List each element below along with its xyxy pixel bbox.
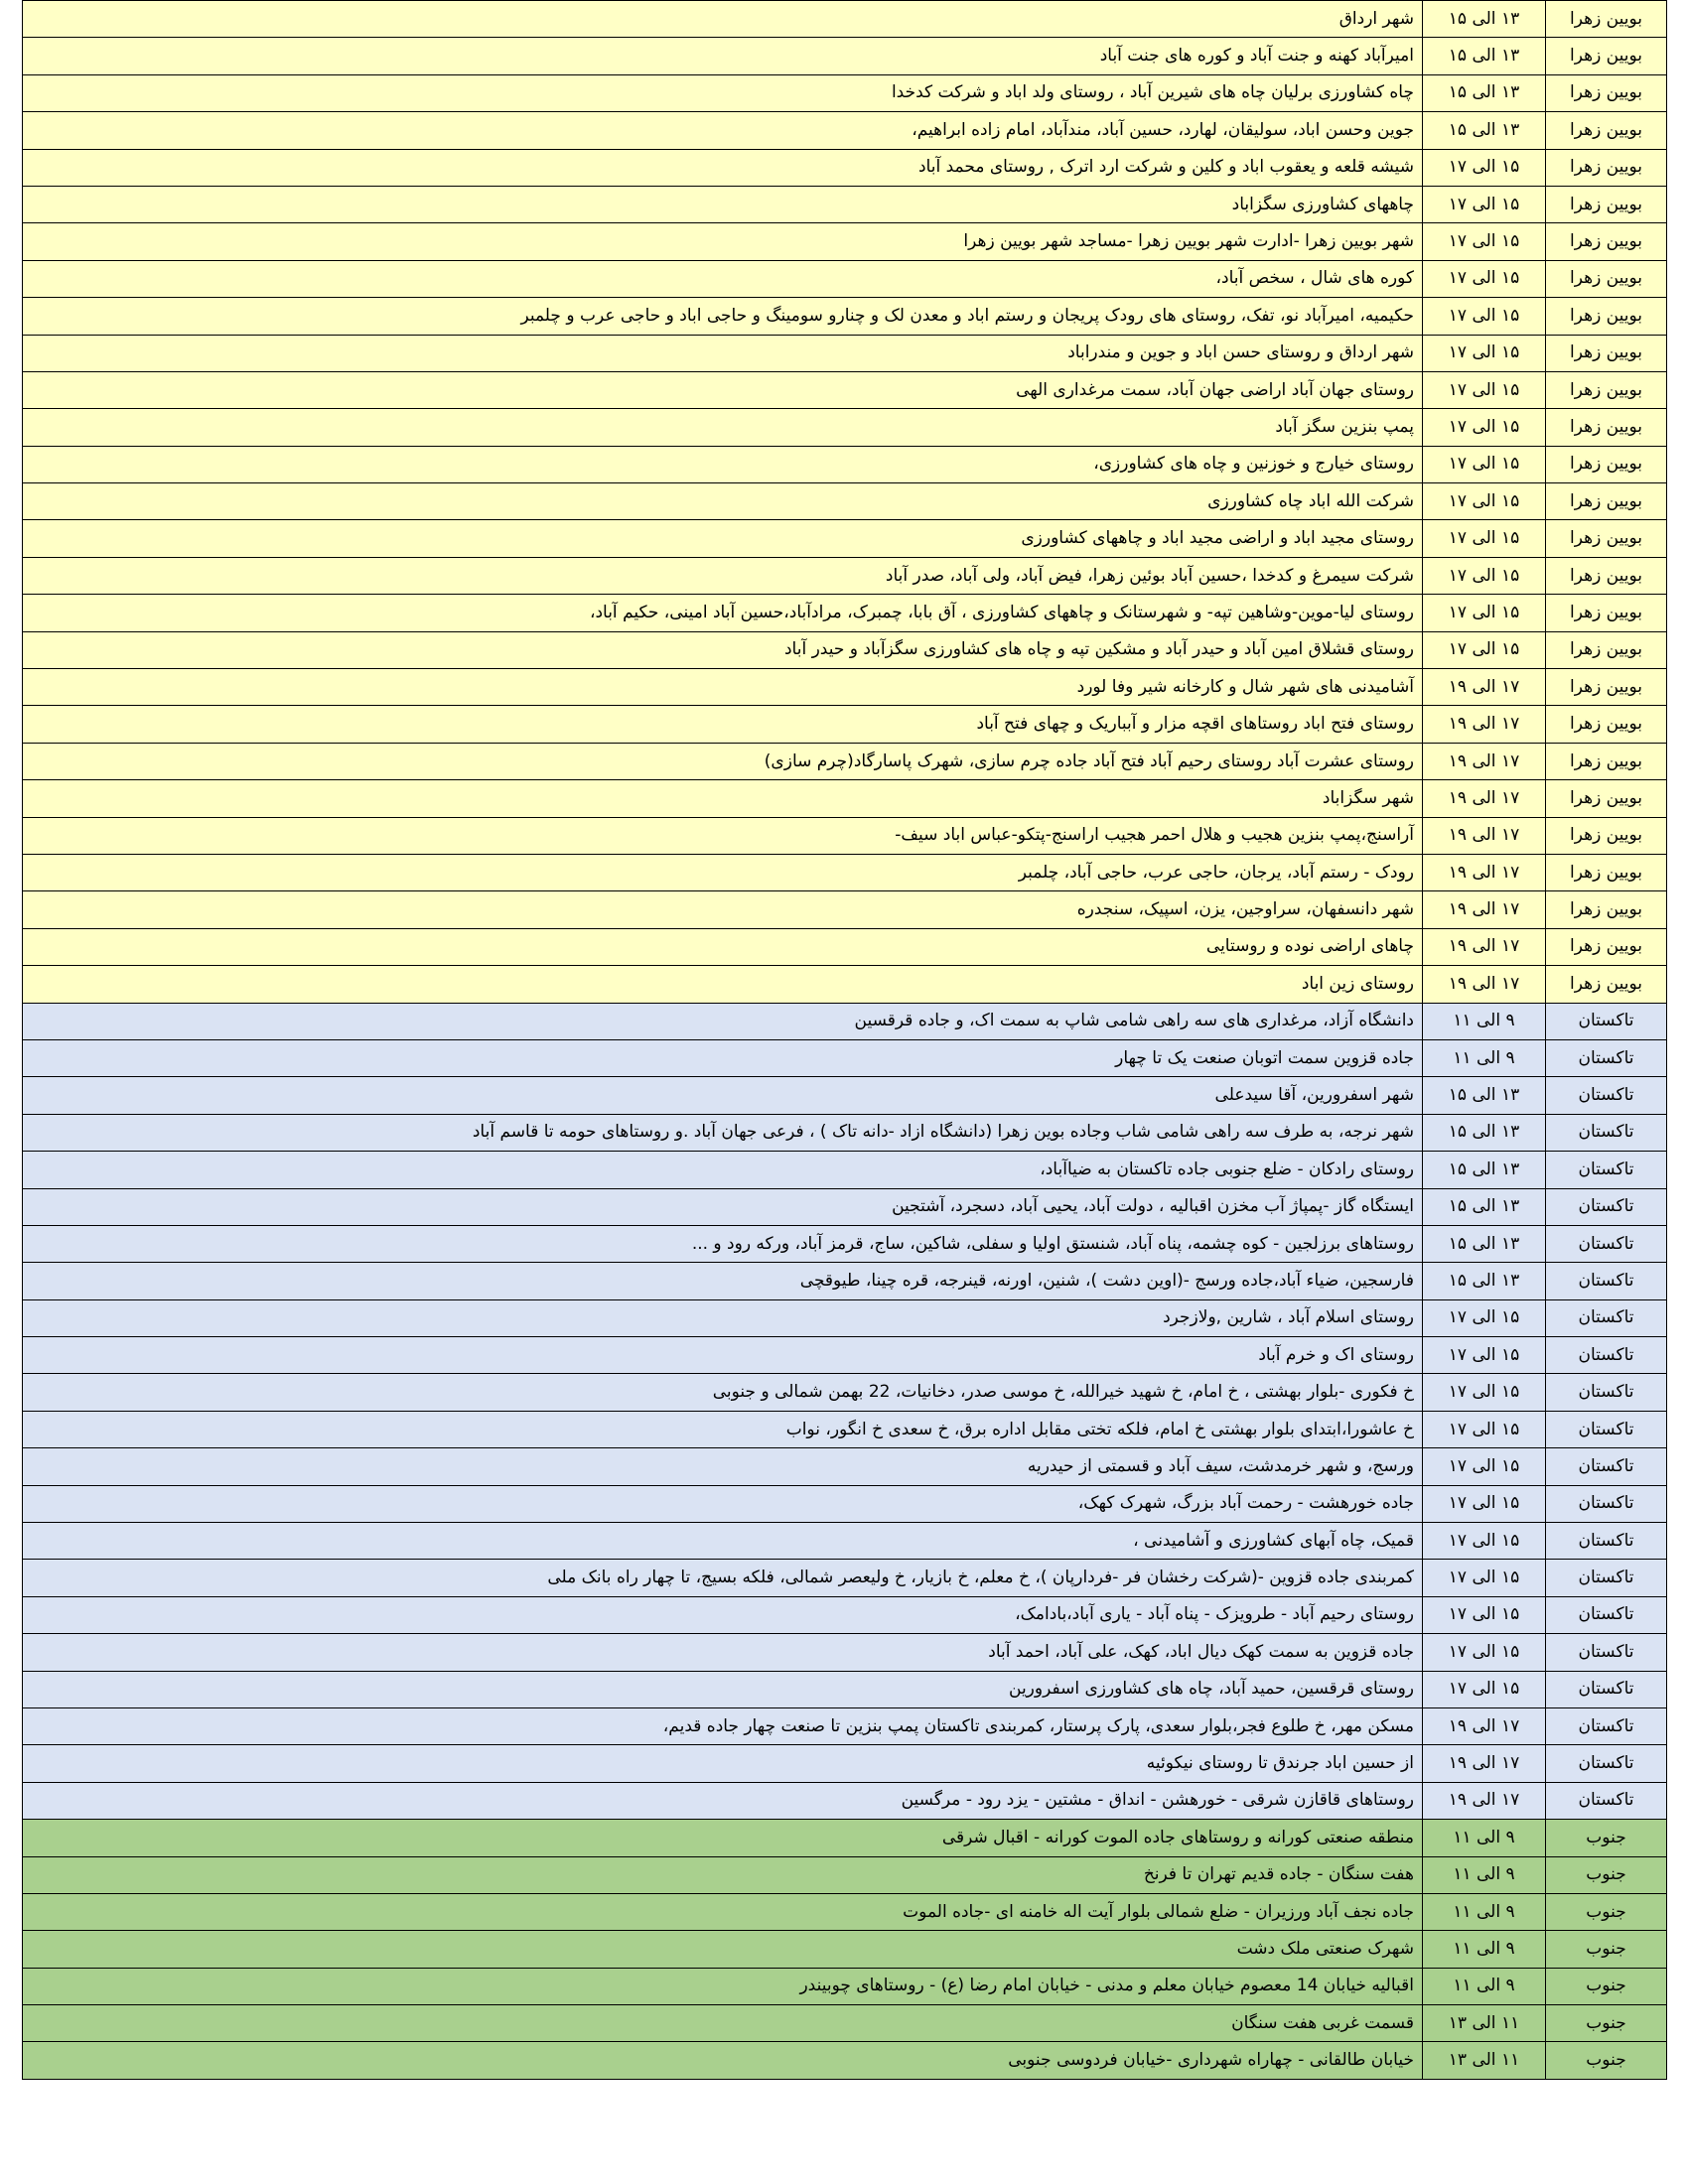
time-cell: ۱۷ الی ۱۹: [1423, 854, 1546, 890]
area-cell: خ عاشورا،ابتدای بلوار بهشتی خ امام، فلکه تختی مقابل اداره برق، خ سعدی خ انگور، نواب: [23, 1411, 1423, 1447]
city-cell: تاکستان: [1546, 1448, 1667, 1485]
table-row: [23, 1523, 1667, 1560]
table-row: [23, 1411, 1667, 1447]
area-cell: روستای جهان آباد اراضی جهان آباد، سمت مرغداری الهی: [23, 371, 1423, 408]
table-row: [23, 1745, 1667, 1782]
area-cell: روستای اسلام آباد ، شارین ,ولازجرد: [23, 1299, 1423, 1336]
area-cell: کمربندی جاده قزوین -(شرکت رخشان فر -فردارپان )، خ معلم، خ بازیار، خ ولیعصر شمالی، فلکه بسیج، تا چهار راه بانک ملی: [23, 1560, 1423, 1596]
table-row: [23, 966, 1667, 1003]
city-cell: تاکستان: [1546, 1225, 1667, 1262]
table-row: [23, 1856, 1667, 1893]
area-cell: روستای اک و خرم آباد: [23, 1337, 1423, 1374]
table-row: [23, 1448, 1667, 1485]
city-cell: تاکستان: [1546, 1560, 1667, 1596]
time-cell: ۱۳ الی ۱۵: [1423, 1188, 1546, 1225]
area-cell: روستای خیارج و خوزنین و چاه های کشاورزی،: [23, 446, 1423, 482]
area-cell: جاده قزوین به سمت کهک دیال اباد، کهک، علی آباد، احمد آباد: [23, 1634, 1423, 1671]
table-row: [23, 1039, 1667, 1076]
area-cell: روستای مجید اباد و اراضی مجید اباد و چاههای کشاورزی: [23, 520, 1423, 557]
time-cell: ۱۷ الی ۱۹: [1423, 817, 1546, 854]
city-cell: تاکستان: [1546, 1707, 1667, 1744]
city-cell: بویین زهرا: [1546, 38, 1667, 74]
table-row: [23, 1077, 1667, 1114]
area-cell: چاهای اراضی نوده و روستایی: [23, 928, 1423, 965]
table-row: [23, 1782, 1667, 1819]
time-cell: ۱۵ الی ۱۷: [1423, 223, 1546, 260]
time-cell: ۱۳ الی ۱۵: [1423, 74, 1546, 111]
time-cell: ۱۵ الی ۱۷: [1423, 409, 1546, 446]
city-cell: تاکستان: [1546, 1263, 1667, 1299]
city-cell: بویین زهرا: [1546, 1, 1667, 38]
city-cell: تاکستان: [1546, 1039, 1667, 1076]
time-cell: ۱۵ الی ۱۷: [1423, 1485, 1546, 1522]
city-cell: جنوب: [1546, 1820, 1667, 1856]
table-row: [23, 1263, 1667, 1299]
table-row: [23, 446, 1667, 482]
area-cell: روستای لیا-موین-وشاهین تپه- و شهرستانک و چاههای کشاورزی ، آق بابا، چمبرک، مرادآباد،حسین آباد امینی، حکیم آباد،: [23, 595, 1423, 631]
area-cell: روستاهای قاقازن شرقی - خورهشن - انداق - مشتین - یزد رود - مرگسین: [23, 1782, 1423, 1819]
area-cell: آراسنج،پمپ بنزین هجیب و هلال احمر هجیب اراسنج-پتکو-عباس اباد سیف-: [23, 817, 1423, 854]
table-row: [23, 409, 1667, 446]
time-cell: ۱۳ الی ۱۵: [1423, 1114, 1546, 1151]
table-row: [23, 260, 1667, 297]
city-cell: بویین زهرا: [1546, 446, 1667, 482]
table-row: [23, 1188, 1667, 1225]
table-row: [23, 743, 1667, 779]
city-cell: تاکستان: [1546, 1634, 1667, 1671]
time-cell: ۱۳ الی ۱۵: [1423, 1, 1546, 38]
area-cell: شهر نرجه، به طرف سه راهی شامی شاب وجاده بوین زهرا (دانشگاه ازاد -دانه تاک ) ، فرعی جهان آباد .و روستاهای حومه تا قاسم آباد: [23, 1114, 1423, 1151]
table-row: [23, 1893, 1667, 1930]
time-cell: ۱۵ الی ۱۷: [1423, 446, 1546, 482]
table-row: [23, 669, 1667, 706]
table-row: [23, 1337, 1667, 1374]
time-cell: ۱۵ الی ۱۷: [1423, 631, 1546, 668]
area-cell: روستای رادکان - ضلع جنوبی جاده تاکستان به ضیاآباد،: [23, 1152, 1423, 1188]
schedule-rows: [23, 1, 1667, 2080]
table-row: [23, 371, 1667, 408]
city-cell: بویین زهرا: [1546, 557, 1667, 594]
city-cell: بویین زهرا: [1546, 149, 1667, 186]
table-row: [23, 335, 1667, 371]
area-cell: شهر اسفرورین، آقا سیدعلی: [23, 1077, 1423, 1114]
time-cell: ۱۵ الی ۱۷: [1423, 1411, 1546, 1447]
time-cell: ۱۷ الی ۱۹: [1423, 928, 1546, 965]
area-cell: ورسج، و شهر خرمدشت، سیف آباد و قسمتی از حیدریه: [23, 1448, 1423, 1485]
area-cell: شیشه قلعه و یعقوب اباد و کلین و شرکت ارد اترک , روستای محمد آباد: [23, 149, 1423, 186]
city-cell: بویین زهرا: [1546, 595, 1667, 631]
time-cell: ۱۳ الی ۱۵: [1423, 1077, 1546, 1114]
time-cell: ۱۵ الی ۱۷: [1423, 1560, 1546, 1596]
table-row: [23, 780, 1667, 817]
city-cell: بویین زهرا: [1546, 631, 1667, 668]
time-cell: ۹ الی ۱۱: [1423, 1820, 1546, 1856]
city-cell: بویین زهرا: [1546, 706, 1667, 743]
city-cell: تاکستان: [1546, 1077, 1667, 1114]
city-cell: جنوب: [1546, 1931, 1667, 1968]
table-row: [23, 557, 1667, 594]
area-cell: روستای رحیم آباد - طرویزک - پناه آباد - یاری آباد،بادامک،: [23, 1596, 1423, 1633]
city-cell: جنوب: [1546, 2042, 1667, 2079]
city-cell: جنوب: [1546, 2005, 1667, 2042]
city-cell: تاکستان: [1546, 1188, 1667, 1225]
city-cell: بویین زهرا: [1546, 186, 1667, 222]
area-cell: پمپ بنزین سگز آباد: [23, 409, 1423, 446]
area-cell: جاده خورهشت - رحمت آباد بزرگ، شهرک کهک،: [23, 1485, 1423, 1522]
city-cell: تاکستان: [1546, 1745, 1667, 1782]
city-cell: بویین زهرا: [1546, 854, 1667, 890]
city-cell: تاکستان: [1546, 1003, 1667, 1039]
area-cell: فارسجین، ضیاء آباد،جاده ورسج -(اوین دشت )، شنین، اورنه، قینرجه، قره چینا، طیوقچی: [23, 1263, 1423, 1299]
time-cell: ۱۷ الی ۱۹: [1423, 743, 1546, 779]
time-cell: ۱۵ الی ۱۷: [1423, 1299, 1546, 1336]
table-row: [23, 854, 1667, 890]
table-row: [23, 1707, 1667, 1744]
area-cell: کوره های شال ، سخص آباد،: [23, 260, 1423, 297]
time-cell: ۹ الی ۱۱: [1423, 1968, 1546, 2004]
city-cell: تاکستان: [1546, 1782, 1667, 1819]
time-cell: ۱۷ الی ۱۹: [1423, 966, 1546, 1003]
time-cell: ۱۵ الی ۱۷: [1423, 298, 1546, 335]
city-cell: بویین زهرا: [1546, 891, 1667, 928]
area-cell: اقبالیه خیابان 14 معصوم خیابان معلم و مدنی - خیابان امام رضا (ع) - روستاهای چوبیندر: [23, 1968, 1423, 2004]
city-cell: بویین زهرا: [1546, 928, 1667, 965]
time-cell: ۱۵ الی ۱۷: [1423, 1634, 1546, 1671]
area-cell: شهر دانسفهان، سراوجین، یزن، اسپیک، سنجدره: [23, 891, 1423, 928]
area-cell: جاده قزوین سمت اتوبان صنعت یک تا چهار: [23, 1039, 1423, 1076]
time-cell: ۹ الی ۱۱: [1423, 1003, 1546, 1039]
time-cell: ۱۳ الی ۱۵: [1423, 1263, 1546, 1299]
city-cell: تاکستان: [1546, 1152, 1667, 1188]
city-cell: بویین زهرا: [1546, 520, 1667, 557]
table-row: [23, 1, 1667, 38]
time-cell: ۱۷ الی ۱۹: [1423, 891, 1546, 928]
table-row: [23, 1225, 1667, 1262]
time-cell: ۱۱ الی ۱۳: [1423, 2005, 1546, 2042]
area-cell: چاههای کشاورزی سگزاباد: [23, 186, 1423, 222]
area-cell: از حسین اباد جرندق تا روستای نیکوئیه: [23, 1745, 1423, 1782]
time-cell: ۹ الی ۱۱: [1423, 1931, 1546, 1968]
city-cell: بویین زهرا: [1546, 298, 1667, 335]
city-cell: بویین زهرا: [1546, 112, 1667, 149]
table-row: [23, 2042, 1667, 2079]
table-row: [23, 1114, 1667, 1151]
table-row: [23, 186, 1667, 222]
table-row: [23, 38, 1667, 74]
table-row: [23, 706, 1667, 743]
table-row: [23, 1931, 1667, 1968]
time-cell: ۱۵ الی ۱۷: [1423, 595, 1546, 631]
area-cell: روستای فتح اباد روستاهای اقچه مزار و آبباریک و چهای فتح آباد: [23, 706, 1423, 743]
table-row: [23, 1634, 1667, 1671]
city-cell: تاکستان: [1546, 1337, 1667, 1374]
time-cell: ۱۵ الی ۱۷: [1423, 149, 1546, 186]
city-cell: بویین زهرا: [1546, 260, 1667, 297]
city-cell: تاکستان: [1546, 1374, 1667, 1411]
time-cell: ۱۳ الی ۱۵: [1423, 1225, 1546, 1262]
city-cell: جنوب: [1546, 1968, 1667, 2004]
table-row: [23, 1152, 1667, 1188]
table-row: [23, 1560, 1667, 1596]
table-row: [23, 74, 1667, 111]
table-row: [23, 298, 1667, 335]
area-cell: هفت سنگان - جاده قدیم تهران تا فرنخ: [23, 1856, 1423, 1893]
city-cell: بویین زهرا: [1546, 223, 1667, 260]
table-row: [23, 928, 1667, 965]
city-cell: تاکستان: [1546, 1485, 1667, 1522]
table-row: [23, 1299, 1667, 1336]
area-cell: قمیک، چاه آبهای کشاورزی و آشامیدنی ،: [23, 1523, 1423, 1560]
area-cell: منطقه صنعتی کورانه و روستاهای جاده الموت کورانه - اقبال شرقی: [23, 1820, 1423, 1856]
area-cell: شهرک صنعتی ملک دشت: [23, 1931, 1423, 1968]
city-cell: بویین زهرا: [1546, 409, 1667, 446]
table-row: [23, 1003, 1667, 1039]
city-cell: بویین زهرا: [1546, 966, 1667, 1003]
area-cell: روستای زین اباد: [23, 966, 1423, 1003]
table-row: [23, 1596, 1667, 1633]
table-row: [23, 2005, 1667, 2042]
area-cell: امیرآباد کهنه و جنت آباد و کوره های جنت آباد: [23, 38, 1423, 74]
time-cell: ۱۵ الی ۱۷: [1423, 1671, 1546, 1707]
city-cell: تاکستان: [1546, 1523, 1667, 1560]
time-cell: ۱۵ الی ۱۷: [1423, 1448, 1546, 1485]
area-cell: روستای قشلاق امین آباد و حیدر آباد و مشکین تپه و چاه های کشاورزی سگزآباد و حیدر آباد: [23, 631, 1423, 668]
area-cell: شرکت الله اباد چاه کشاورزی: [23, 483, 1423, 520]
time-cell: ۱۵ الی ۱۷: [1423, 557, 1546, 594]
area-cell: جاده نجف آباد ورزیران - ضلع شمالی بلوار آیت اله خامنه ای -جاده الموت: [23, 1893, 1423, 1930]
table-row: [23, 483, 1667, 520]
time-cell: ۱۷ الی ۱۹: [1423, 1782, 1546, 1819]
area-cell: شرکت سیمرغ و کدخدا ،حسین آباد بوئین زهرا، فیض آباد، ولی آباد، صدر آباد: [23, 557, 1423, 594]
time-cell: ۱۵ الی ۱۷: [1423, 260, 1546, 297]
time-cell: ۱۷ الی ۱۹: [1423, 706, 1546, 743]
area-cell: شهر سگزاباد: [23, 780, 1423, 817]
area-cell: خ فکوری -بلوار بهشتی ، خ امام، خ شهید خیرالله، خ موسی صدر، دخانیات، 22 بهمن شمالی و جنوبی: [23, 1374, 1423, 1411]
area-cell: روستای عشرت آباد روستای رحیم آباد فتح آباد جاده چرم سازی، شهرک پاسارگاد(چرم سازی): [23, 743, 1423, 779]
time-cell: ۱۳ الی ۱۵: [1423, 112, 1546, 149]
table-row: [23, 1820, 1667, 1856]
table-row: [23, 817, 1667, 854]
table-row: [23, 1374, 1667, 1411]
city-cell: بویین زهرا: [1546, 74, 1667, 111]
city-cell: تاکستان: [1546, 1114, 1667, 1151]
table-row: [23, 149, 1667, 186]
table-row: [23, 112, 1667, 149]
table-row: [23, 1968, 1667, 2004]
area-cell: رودک - رستم آباد، یرجان، حاجی عرب، حاجی آباد، چلمبر: [23, 854, 1423, 890]
time-cell: ۱۷ الی ۱۹: [1423, 780, 1546, 817]
table-row: [23, 223, 1667, 260]
area-cell: حکیمیه، امیرآباد نو، تفک، روستای های رودک پریجان و رستم اباد و معدن لک و چنارو سومینگ و حاجی اباد و حاجی عرب و چلمبر: [23, 298, 1423, 335]
time-cell: ۱۷ الی ۱۹: [1423, 1707, 1546, 1744]
table-row: [23, 891, 1667, 928]
time-cell: ۱۵ الی ۱۷: [1423, 186, 1546, 222]
time-cell: ۱۵ الی ۱۷: [1423, 520, 1546, 557]
time-cell: ۱۵ الی ۱۷: [1423, 1337, 1546, 1374]
area-cell: جوین وحسن اباد، سولیقان، لهارد، حسین آباد، مندآباد، امام زاده ابراهیم،: [23, 112, 1423, 149]
table-row: [23, 631, 1667, 668]
time-cell: ۱۷ الی ۱۹: [1423, 669, 1546, 706]
time-cell: ۱۳ الی ۱۵: [1423, 1152, 1546, 1188]
area-cell: آشامیدنی های شهر شال و کارخانه شیر وفا لورد: [23, 669, 1423, 706]
table-row: [23, 1671, 1667, 1707]
outage-schedule-table: [22, 0, 1667, 2080]
time-cell: ۱۳ الی ۱۵: [1423, 38, 1546, 74]
time-cell: ۹ الی ۱۱: [1423, 1856, 1546, 1893]
table-row: [23, 520, 1667, 557]
city-cell: بویین زهرا: [1546, 780, 1667, 817]
city-cell: بویین زهرا: [1546, 669, 1667, 706]
time-cell: ۱۱ الی ۱۳: [1423, 2042, 1546, 2079]
time-cell: ۱۵ الی ۱۷: [1423, 1374, 1546, 1411]
area-cell: شهر ارداق: [23, 1, 1423, 38]
time-cell: ۹ الی ۱۱: [1423, 1893, 1546, 1930]
city-cell: تاکستان: [1546, 1596, 1667, 1633]
city-cell: بویین زهرا: [1546, 483, 1667, 520]
table-row: [23, 1485, 1667, 1522]
time-cell: ۱۵ الی ۱۷: [1423, 1523, 1546, 1560]
city-cell: تاکستان: [1546, 1671, 1667, 1707]
city-cell: تاکستان: [1546, 1411, 1667, 1447]
area-cell: قسمت غربی هفت سنگان: [23, 2005, 1423, 2042]
city-cell: بویین زهرا: [1546, 817, 1667, 854]
area-cell: مسکن مهر، خ طلوع فجر،بلوار سعدی، پارک پرستار، کمربندی تاکستان پمپ بنزین تا صنعت چهار جاده قدیم،: [23, 1707, 1423, 1744]
table-row: [23, 595, 1667, 631]
area-cell: روستای قرقسین، حمید آباد، چاه های کشاورزی اسفرورین: [23, 1671, 1423, 1707]
time-cell: ۱۵ الی ۱۷: [1423, 483, 1546, 520]
area-cell: خیابان طالقانی - چهاراه شهرداری -خیابان فردوسی جنوبی: [23, 2042, 1423, 2079]
area-cell: روستاهای برزلجین - کوه چشمه، پناه آباد، شنستق اولیا و سفلی، شاکین، ساج، قرمز آباد، ورکه رود و ...: [23, 1225, 1423, 1262]
time-cell: ۹ الی ۱۱: [1423, 1039, 1546, 1076]
time-cell: ۱۵ الی ۱۷: [1423, 335, 1546, 371]
time-cell: ۱۵ الی ۱۷: [1423, 1596, 1546, 1633]
time-cell: ۱۷ الی ۱۹: [1423, 1745, 1546, 1782]
time-cell: ۱۵ الی ۱۷: [1423, 371, 1546, 408]
city-cell: تاکستان: [1546, 1299, 1667, 1336]
area-cell: دانشگاه آزاد، مرغداری های سه راهی شامی شاپ به سمت اک، و جاده قرقسین: [23, 1003, 1423, 1039]
city-cell: جنوب: [1546, 1893, 1667, 1930]
city-cell: بویین زهرا: [1546, 335, 1667, 371]
city-cell: بویین زهرا: [1546, 371, 1667, 408]
area-cell: ایستگاه گاز -پمپاژ آب مخزن اقبالیه ، دولت آباد، یحیی آباد، دسجرد، آشتجین: [23, 1188, 1423, 1225]
area-cell: چاه کشاورزی برلیان چاه های شیرین آباد ، روستای ولد اباد و شرکت کدخدا: [23, 74, 1423, 111]
area-cell: شهر بویین زهرا -ادارت شهر بویین زهرا -مساجد شهر بویین زهرا: [23, 223, 1423, 260]
city-cell: بویین زهرا: [1546, 743, 1667, 779]
area-cell: شهر ارداق و روستای حسن اباد و جوین و مندراباد: [23, 335, 1423, 371]
city-cell: جنوب: [1546, 1856, 1667, 1893]
